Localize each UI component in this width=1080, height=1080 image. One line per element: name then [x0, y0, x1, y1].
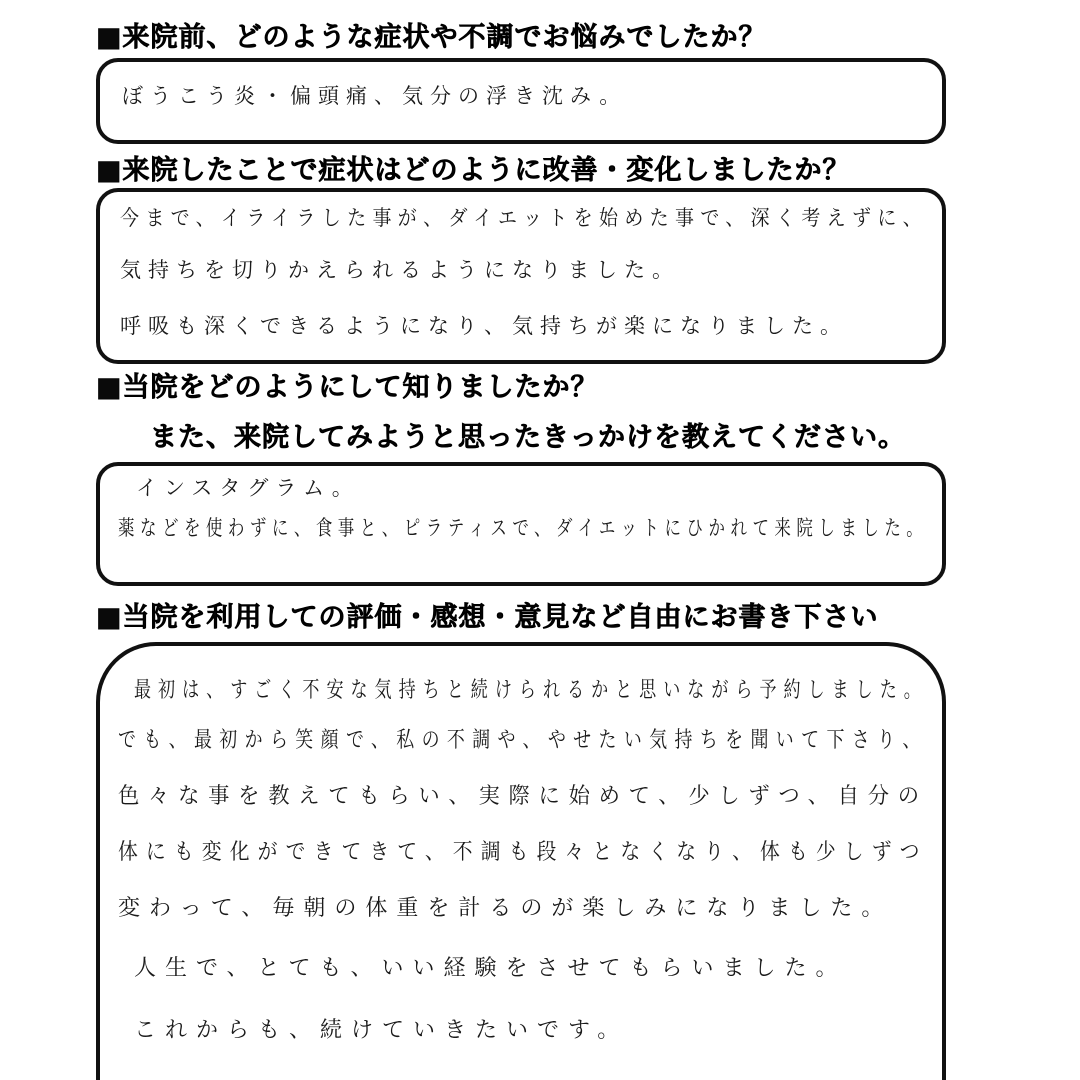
- answer-2-line-3: 呼吸も深くできるようになり、気持ちが楽になりました。: [120, 314, 848, 338]
- answer-2-line-1: 今まで、イライラした事が、ダイエットを始めた事で、深く考えずに、: [120, 206, 929, 230]
- answer-4-line-6: 人生で、とても、いい経験をさせてもらいました。: [134, 956, 847, 981]
- answer-3-line-1: インスタグラム。: [136, 476, 360, 500]
- question-3: ■当院をどのようにして知りましたか？: [96, 372, 599, 403]
- question-1: ■来院前、どのような症状や不調でお悩みでしたか？: [96, 22, 767, 53]
- answer-4-line-5: 変わって、毎朝の体重を計るのが楽しみになりました。: [118, 896, 893, 921]
- answer-box-4: [96, 642, 946, 1080]
- answer-4-line-1: 最初は、すごく不安な気持ちと続けられるかと思いながら予約しました。: [134, 678, 928, 703]
- answer-4-line-2: でも、最初から笑顔で、私の不調や、やせたい気持ちを聞いて下さり、: [118, 728, 928, 753]
- question-3-line-2: また、来院してみようと思ったきっかけを教えてください。: [150, 422, 906, 453]
- answer-3-line-2: 薬などを使わずに、食事と、ピラティスで、ダイエットにひかれて来院しました。: [118, 516, 929, 540]
- question-2: ■来院したことで症状はどのように改善・変化しましたか？: [96, 155, 851, 186]
- answer-2-line-2: 気持ちを切りかえられるようになりました。: [120, 258, 680, 282]
- answer-box-2: [96, 188, 946, 364]
- question-4: ■当院を利用しての評価・感想・意見など自由にお書き下さい: [96, 602, 879, 633]
- answer-4-line-7: これからも、続けていきたいです。: [134, 1018, 629, 1043]
- answer-4-line-3: 色々な事を教えてもらい、実際に始めて、少しずつ、自分の: [118, 784, 928, 809]
- answer-box-1: [96, 58, 946, 144]
- answer-1-line-1: ぼうこう炎・偏頭痛、気分の浮き沈み。: [122, 84, 628, 108]
- answer-box-3: [96, 462, 946, 586]
- answer-4-line-4: 体にも変化ができてきて、不調も段々となくなり、体も少しずつ: [118, 840, 928, 865]
